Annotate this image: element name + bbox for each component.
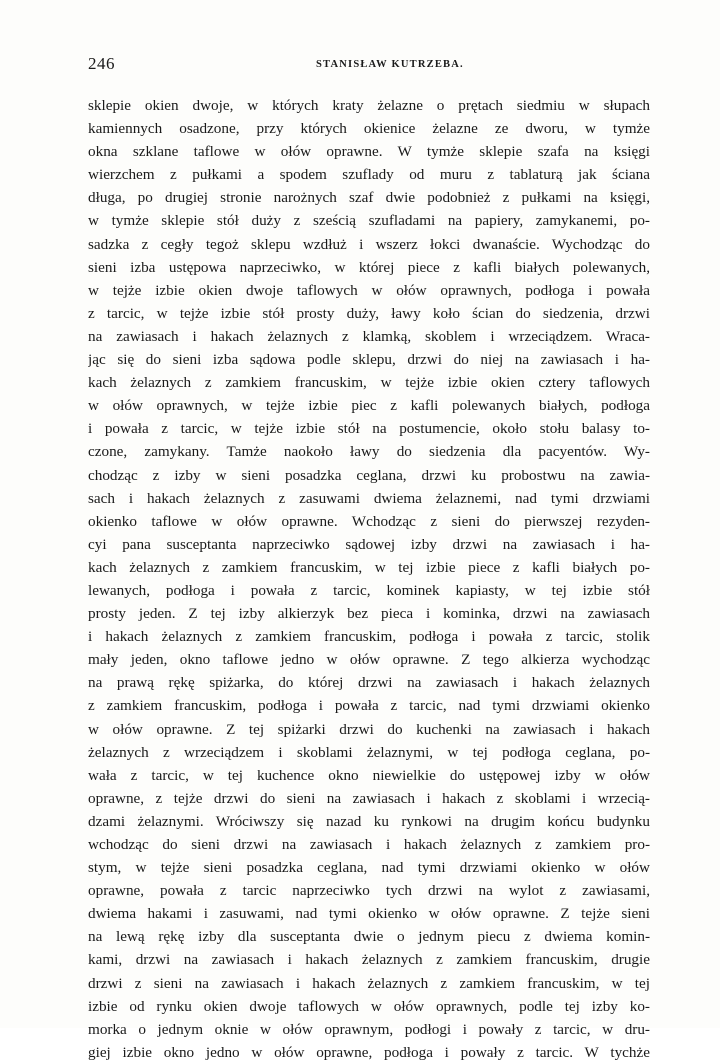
text-line: długa, po drugiej stronie narożnych szaf dwie podobnież z pułkami na księgi, xyxy=(88,189,650,207)
text-line: w tymże sklepie stół duży z sześcią szufladami na papiery, zamykanemi, po- xyxy=(88,212,650,230)
text-line: prosty jeden. Z tej izby alkierzyk bez pieca i kominka, drzwi na zawiasach xyxy=(88,605,650,623)
text-line: oprawne, powała z tarcic naprzeciwko tych drzwi na wylot z zawiasami, xyxy=(88,882,650,900)
text-line: w tejże izbie okien dwoje taflowych w ołów oprawnych, podłoga i powała xyxy=(88,281,650,299)
text-line: wała z tarcic, w tej kuchence okno niewielkie do ustępowej izby w ołów xyxy=(88,766,650,784)
text-line: na lewą rękę izby dla susceptanta dwie o jednym piecu z dwiema komin- xyxy=(88,928,650,946)
text-line: na prawą rękę spiżarka, do której drzwi na zawiasach i hakach żelaznych xyxy=(88,674,650,692)
text-line: drzwi z sieni na zawiasach i hakach żelaznych z zamkiem francuskim, w tej xyxy=(88,974,650,992)
text-line: z tarcic, w tejże izbie stół prosty duży, ławy koło ścian do siedzenia, drzwi xyxy=(88,304,650,322)
text-line: sach i hakach żelaznych z zasuwami dwiema żelaznemi, nad tymi drzwiami xyxy=(88,489,650,507)
text-line: chodząc z izby w sieni posadzka ceglana, drzwi ku probostwu na zawia- xyxy=(88,466,650,484)
text-line: żelaznych z wrzeciądzem i skoblami żelaznymi, w tej podłoga ceglana, po- xyxy=(88,743,650,761)
text-line: i hakach żelaznych z zamkiem francuskim, podłoga i powała z tarcic, stolik xyxy=(88,628,650,646)
text-line: dwiema hakami i zasuwami, nad tymi okienko w ołów oprawne. Z tejże sieni xyxy=(88,905,650,923)
page-header xyxy=(88,54,648,76)
text-line: w ołów oprawnych, w tejże izbie piec z kafli polewanych białych, podłoga xyxy=(88,397,650,415)
page-body-text xyxy=(88,94,650,1064)
text-line: na zawiasach i hakach żelaznych z klamką, skoblem i wrzeciądzem. Wraca- xyxy=(88,327,650,345)
text-line: morka o jednym oknie w ołów oprawnym, podłogi i powały z tarcic, w dru- xyxy=(88,1020,650,1038)
text-line: giej izbie okno jedno w ołów oprawne, podłoga i powały z tarcic. W tychże xyxy=(88,1043,650,1061)
text-line: mały jeden, okno taflowe jedno w ołów oprawne. Z tego alkierza wychodząc xyxy=(88,651,650,669)
text-line: lewanych, podłoga i powała z tarcic, kominek kapiasty, w tej izbie stół xyxy=(88,581,650,599)
text-line: sieni izba ustępowa naprzeciwko, w której piece z kafli białych polewanych, xyxy=(88,258,650,276)
text-line: i powała z tarcic, w tejże izbie stół na postumencie, około stołu balasy to- xyxy=(88,420,650,438)
text-line: cyi pana susceptanta naprzeciwko sądowej izby drzwi na zawiasach i ha- xyxy=(88,535,650,553)
text-line: kamiennych osadzone, przy których okienice żelazne ze dworu, w tymże xyxy=(88,120,650,138)
text-line: okna szklane taflowe w ołów oprawne. W tymże sklepie szafa na księgi xyxy=(88,143,650,161)
text-line: jąc się do sieni izba sądowa podle sklepu, drzwi do niej na zawiasach i ha- xyxy=(88,351,650,369)
text-line: wierzchem z pułkami a spodem szuflady od muru z tablaturą jak ściana xyxy=(88,166,650,184)
text-line: w ołów oprawne. Z tej spiżarki drzwi do kuchenki na zawiasach i hakach xyxy=(88,720,650,738)
running-head: STANISŁAW KUTRZEBA. xyxy=(316,59,464,70)
text-line: kach żelaznych z zamkiem francuskim, w tejże izbie okien cztery taflowych xyxy=(88,374,650,392)
text-line: oprawne, z tejże drzwi do sieni na zawiasach i hakach z skoblami i wrzecią- xyxy=(88,789,650,807)
text-line: z zamkiem francuskim, podłoga i powała z tarcic, nad tymi drzwiami okienko xyxy=(88,697,650,715)
text-line: kach żelaznych z zamkiem francuskim, w tej izbie piece z kafli białych po- xyxy=(88,558,650,576)
text-line: izbie od rynku okien dwoje taflowych w ołów oprawnych, podle tej izby ko- xyxy=(88,997,650,1015)
text-line: kami, drzwi na zawiasach i hakach żelaznych z zamkiem francuskim, drugie xyxy=(88,951,650,969)
text-line: wchodząc do sieni drzwi na zawiasach i hakach żelaznych z zamkiem pro- xyxy=(88,836,650,853)
text-line: dzami żelaznymi. Wróciwszy się nazad ku rynkowi na drugim końcu budynku xyxy=(88,812,650,830)
text-line: stym, w tejże sieni posadzka ceglana, nad tymi drzwiami okienko w ołów xyxy=(88,859,650,877)
text-line: sadzka z cegły tegoż sklepu wzdłuż i wszerz łokci dwanaście. Wychodząc do xyxy=(88,235,650,253)
page-number: 246 xyxy=(88,54,115,73)
text-line: czone, zamykany. Tamże naokoło ławy do siedzenia dla pacyentów. Wy- xyxy=(88,443,650,461)
text-line: okienko taflowe w ołów oprawne. Wchodząc z sieni do pierwszej rezyden- xyxy=(88,512,650,530)
text-line: sklepie okien dwoje, w których kraty żelazne o prętach siedmiu w słupach xyxy=(88,97,650,114)
